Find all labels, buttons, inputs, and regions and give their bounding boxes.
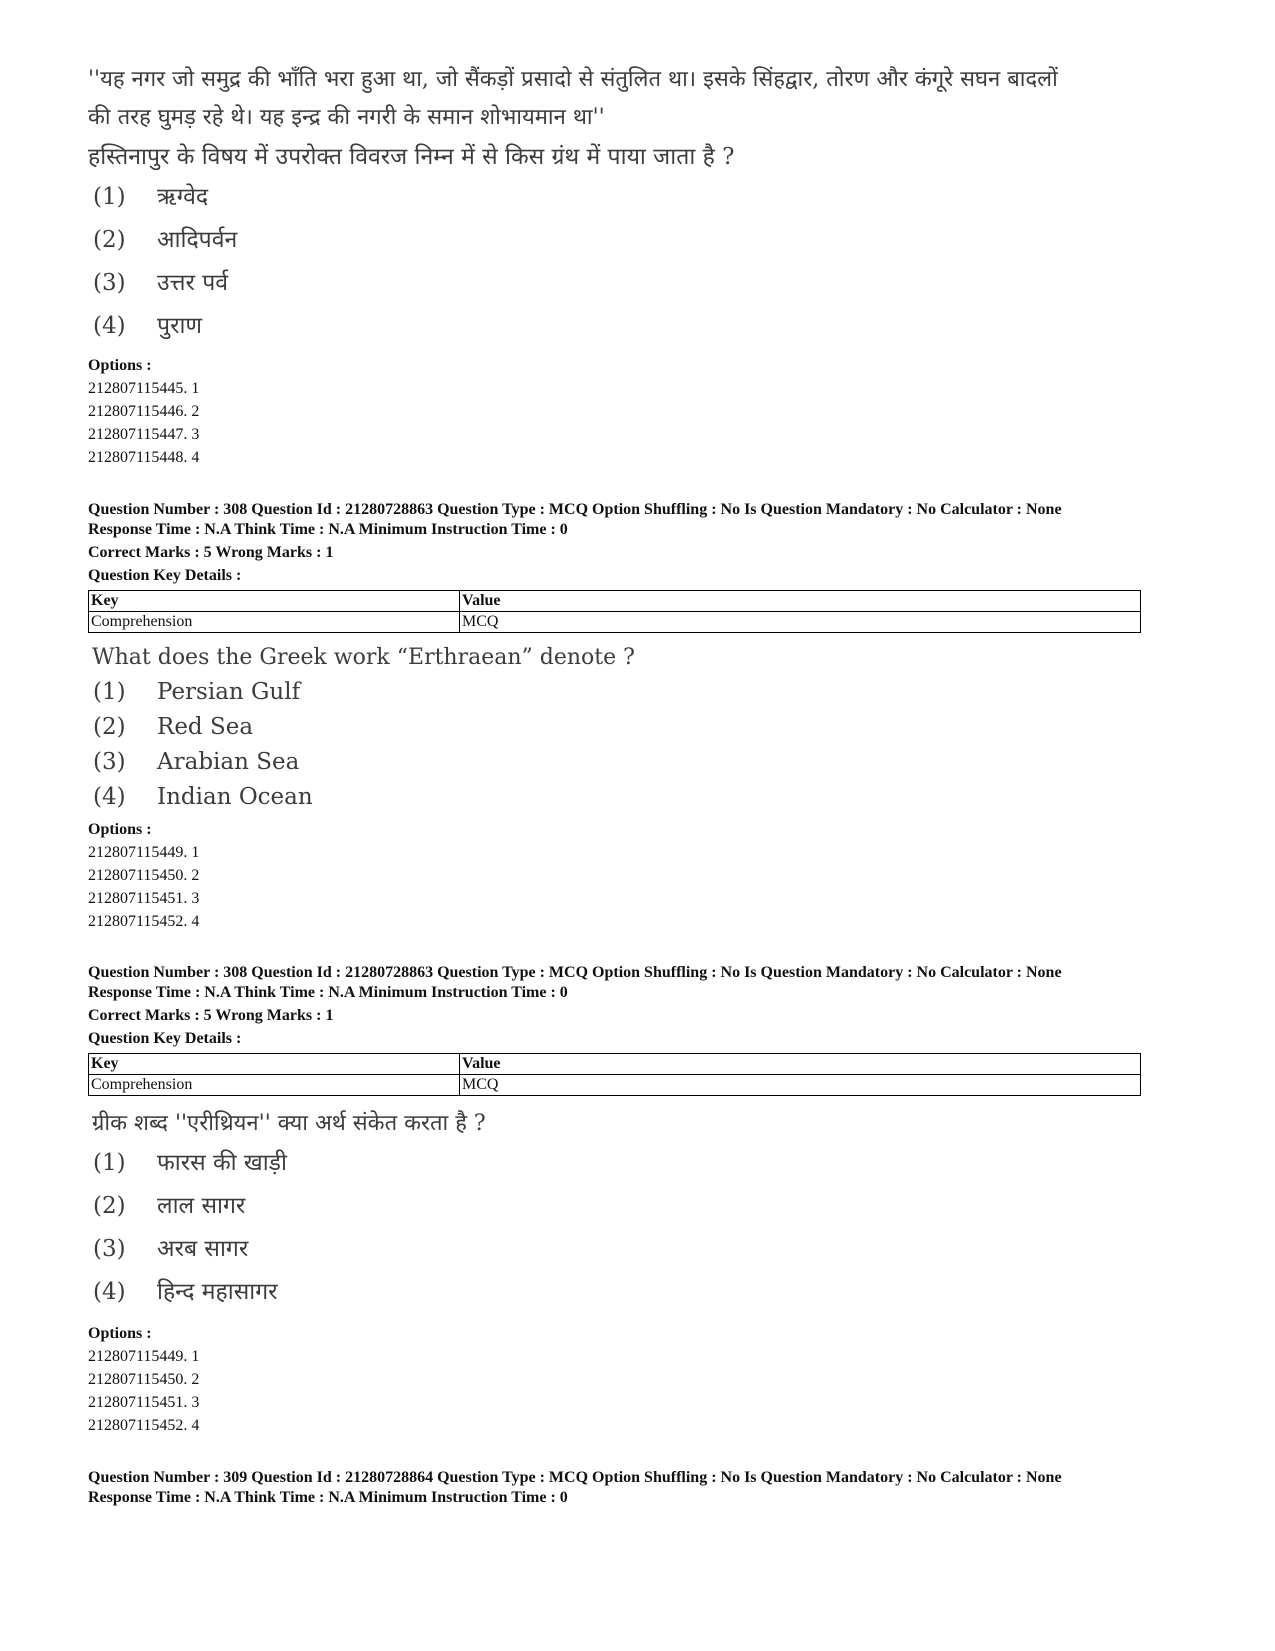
choice-number: (1) [93, 1150, 126, 1176]
choice-1 [88, 1142, 486, 1185]
choice-2 [88, 710, 635, 745]
choice-text: लाल सागर [157, 1193, 246, 1219]
question-meta-line-2: Response Time : N.A Think Time : N.A Minimum Instruction Time : 0 [88, 1489, 568, 1506]
choice-number: (2) [93, 1193, 126, 1219]
question-text: What does the Greek work “Erthraean” denote ? [92, 645, 635, 670]
choice-2 [88, 1185, 486, 1228]
choice-number: (3) [93, 749, 126, 775]
choice-number: (3) [93, 270, 126, 296]
options-list-308-hi [88, 1322, 199, 1437]
question-307-image [88, 62, 1178, 348]
table-header-value: Value [460, 1054, 1141, 1075]
choice-1 [88, 675, 635, 710]
choice-2 [88, 219, 1178, 262]
choice-number: (1) [93, 184, 126, 210]
choice-text: Persian Gulf [157, 679, 301, 705]
option-id: 212807115450. 2 [88, 867, 200, 884]
option-id: 212807115449. 1 [88, 1348, 200, 1365]
choice-number: (4) [93, 784, 126, 810]
question-text: हस्तिनापुर के विषय में उपरोक्त विवरज निम्न में से किस ग्रंथ में पाया जाता है ? [88, 144, 735, 170]
choice-3 [88, 745, 635, 780]
choice-text: हिन्द महासागर [157, 1279, 278, 1305]
table-cell: MCQ [460, 612, 1141, 633]
option-id: 212807115452. 4 [88, 913, 200, 930]
choice-text: आदिपर्वन [157, 227, 238, 253]
choice-4 [88, 780, 635, 815]
option-id: 212807115445. 1 [88, 380, 200, 397]
table-row [89, 1075, 1141, 1096]
options-label: Options : [88, 1325, 152, 1342]
question-308-hi-meta [88, 963, 1141, 1096]
choice-text: पुराण [157, 313, 203, 339]
choice-4 [88, 1271, 486, 1314]
choice-text: Red Sea [157, 714, 254, 740]
question-308-meta [88, 500, 1141, 633]
choice-number: (4) [93, 313, 126, 339]
question-meta-line-1: Question Number : 308 Question Id : 21280728863 Question Type : MCQ Option Shuffling : No Is Question Mandatory : No Calculator : None [88, 501, 1062, 518]
choice-3 [88, 1228, 486, 1271]
option-id: 212807115450. 2 [88, 1371, 200, 1388]
table-cell: Comprehension [89, 612, 460, 633]
option-id: 212807115446. 2 [88, 403, 200, 420]
table-cell: MCQ [460, 1075, 1141, 1096]
question-meta-line-1: Question Number : 309 Question Id : 21280728864 Question Type : MCQ Option Shuffling : No Is Question Mandatory : No Calculator : None [88, 1469, 1062, 1486]
question-308-image [88, 641, 635, 815]
option-id: 212807115447. 3 [88, 426, 200, 443]
choice-number: (4) [93, 1279, 126, 1305]
passage-line-1: ''यह नगर जो समुद्र की भाँति भरा हुआ था, जो सैंकड़ों प्रसादो से संतुलित था। इसके सिंहद्वार, तोरण और कंगूरे सघन बादलों [88, 67, 1058, 92]
question-text: ग्रीक शब्द ''एरीथ्रियन'' क्या अर्थ संकेत करता है ? [92, 1111, 486, 1136]
choice-text: फारस की खाड़ी [157, 1150, 287, 1176]
question-meta-line-2: Response Time : N.A Think Time : N.A Minimum Instruction Time : 0 [88, 521, 568, 538]
marks-line: Correct Marks : 5 Wrong Marks : 1 [88, 544, 334, 561]
choice-text: उत्तर पर्व [157, 270, 229, 296]
option-id: 212807115451. 3 [88, 890, 200, 907]
marks-line: Correct Marks : 5 Wrong Marks : 1 [88, 1007, 334, 1024]
table-header-key: Key [89, 591, 460, 612]
key-details-label: Question Key Details : [88, 1030, 242, 1047]
table-row [89, 612, 1141, 633]
table-cell: Comprehension [89, 1075, 460, 1096]
question-308-hi-image [88, 1106, 486, 1314]
choice-number: (2) [93, 227, 126, 253]
option-id: 212807115451. 3 [88, 1394, 200, 1411]
choice-text: अरब सागर [157, 1236, 249, 1262]
choice-1 [88, 176, 1178, 219]
question-meta-line-1: Question Number : 308 Question Id : 21280728863 Question Type : MCQ Option Shuffling : No Is Question Mandatory : No Calculator : None [88, 964, 1062, 981]
table-header-value: Value [460, 591, 1141, 612]
question-309-meta [88, 1468, 1062, 1508]
key-details-table [88, 1053, 1141, 1096]
key-details-label: Question Key Details : [88, 567, 242, 584]
options-label: Options : [88, 821, 152, 838]
table-header-key: Key [89, 1054, 460, 1075]
key-details-table [88, 590, 1141, 633]
choice-number: (1) [93, 679, 126, 705]
passage-line-2: की तरह घुमड़ रहे थे। यह इन्द्र की नगरी के समान शोभायमान था'' [88, 105, 605, 130]
table-header-row [89, 591, 1141, 612]
option-id: 212807115448. 4 [88, 449, 200, 466]
options-list-308-en [88, 818, 199, 933]
option-id: 212807115449. 1 [88, 844, 200, 861]
choice-number: (2) [93, 714, 126, 740]
option-id: 212807115452. 4 [88, 1417, 200, 1434]
options-label: Options : [88, 357, 152, 374]
choice-text: Indian Ocean [157, 784, 313, 810]
choice-text: Arabian Sea [157, 749, 300, 775]
question-meta-line-2: Response Time : N.A Think Time : N.A Minimum Instruction Time : 0 [88, 984, 568, 1001]
options-list-307 [88, 354, 199, 469]
choice-number: (3) [93, 1236, 126, 1262]
table-header-row [89, 1054, 1141, 1075]
choice-3 [88, 262, 1178, 305]
choice-4 [88, 305, 1178, 348]
choice-text: ऋग्वेद [157, 184, 209, 210]
